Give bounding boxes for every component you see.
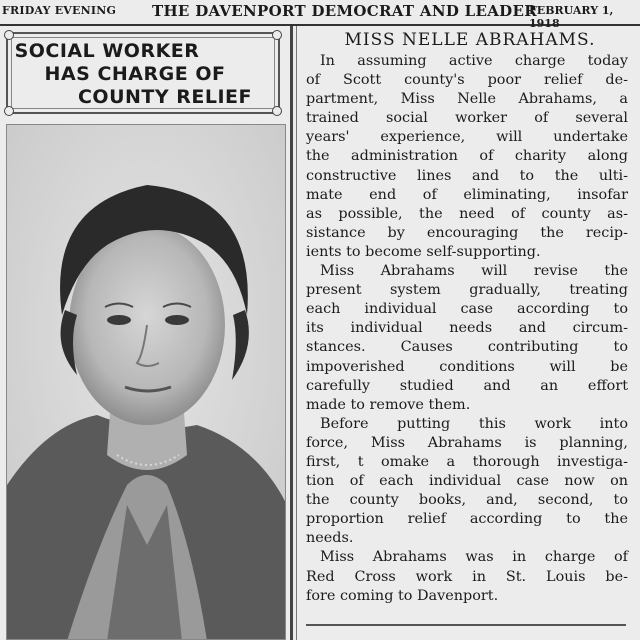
masthead [0, 0, 640, 30]
ornament-icon [4, 30, 14, 40]
article-line: its individual needs and circum- [306, 320, 628, 337]
article-line: stances. Causes contributing to [306, 339, 628, 356]
article-line: impoverished conditions will be [306, 358, 628, 375]
article-line: tion of each individual case now on [306, 473, 628, 490]
headline-box [6, 32, 280, 114]
article-line: as possible, the need of county as- [306, 205, 628, 222]
masthead-date: FEBRUARY 1, 1918 [529, 4, 614, 30]
article-line: Miss Abrahams will revise the [320, 263, 628, 280]
article-line: trained social worker of several [306, 110, 628, 127]
article-line: In assuming active charge today [320, 53, 628, 69]
article-line: Miss Abrahams was in charge of [320, 549, 628, 566]
article-line: made to remove them. [306, 396, 471, 413]
ornament-icon [4, 106, 14, 116]
ornament-icon [272, 30, 282, 40]
portrait-photo [6, 124, 286, 640]
article-line: present system gradually, treating [306, 282, 628, 299]
article-line: each individual case according to [306, 301, 628, 318]
article-line: constructive lines and to the ulti- [306, 167, 628, 184]
masthead-paper-name: THE DAVENPORT DEMOCRAT AND LEADER [152, 2, 537, 20]
article-body [306, 52, 628, 606]
headline-line-1: SOCIAL WORKER [14, 40, 200, 62]
article-line: proportion relief according to the [306, 511, 628, 528]
article-line: mate end of eliminating, insofar [306, 186, 628, 203]
article-line: of Scott county's poor relief de- [306, 72, 628, 89]
article-line: partment, Miss Nelle Abrahams, a [306, 91, 628, 108]
portrait-photo-icon [7, 125, 286, 640]
article-line: first, t omake a thorough investiga- [306, 453, 628, 470]
article-line: force, Miss Abrahams is planning, [306, 434, 628, 451]
article-line: Red Cross work in St. Louis be- [306, 568, 628, 585]
article-line: years' experience, will undertake [306, 129, 628, 146]
headline-line-3: COUNTY RELIEF [77, 86, 252, 108]
bottom-rule [306, 624, 626, 626]
article-line: sistance by encouraging the recip- [306, 224, 628, 241]
headline-line-2: HAS CHARGE OF [44, 63, 226, 85]
article-line: fore coming to Davenport. [306, 587, 499, 604]
article-line: the administration of charity along [306, 148, 628, 165]
article-line: the county books, and, second, to [306, 492, 628, 509]
column-rule [290, 26, 293, 640]
article-line: ients to become self-supporting. [306, 243, 541, 260]
masthead-day: FRIDAY EVENING [2, 4, 117, 17]
column-rule-thin [296, 26, 297, 640]
article-line: Before putting this work into [320, 415, 628, 432]
article-line: needs. [306, 530, 354, 547]
article-title: MISS NELLE ABRAHAMS. [344, 30, 596, 50]
article-line: carefully studied and an effort [306, 377, 628, 394]
